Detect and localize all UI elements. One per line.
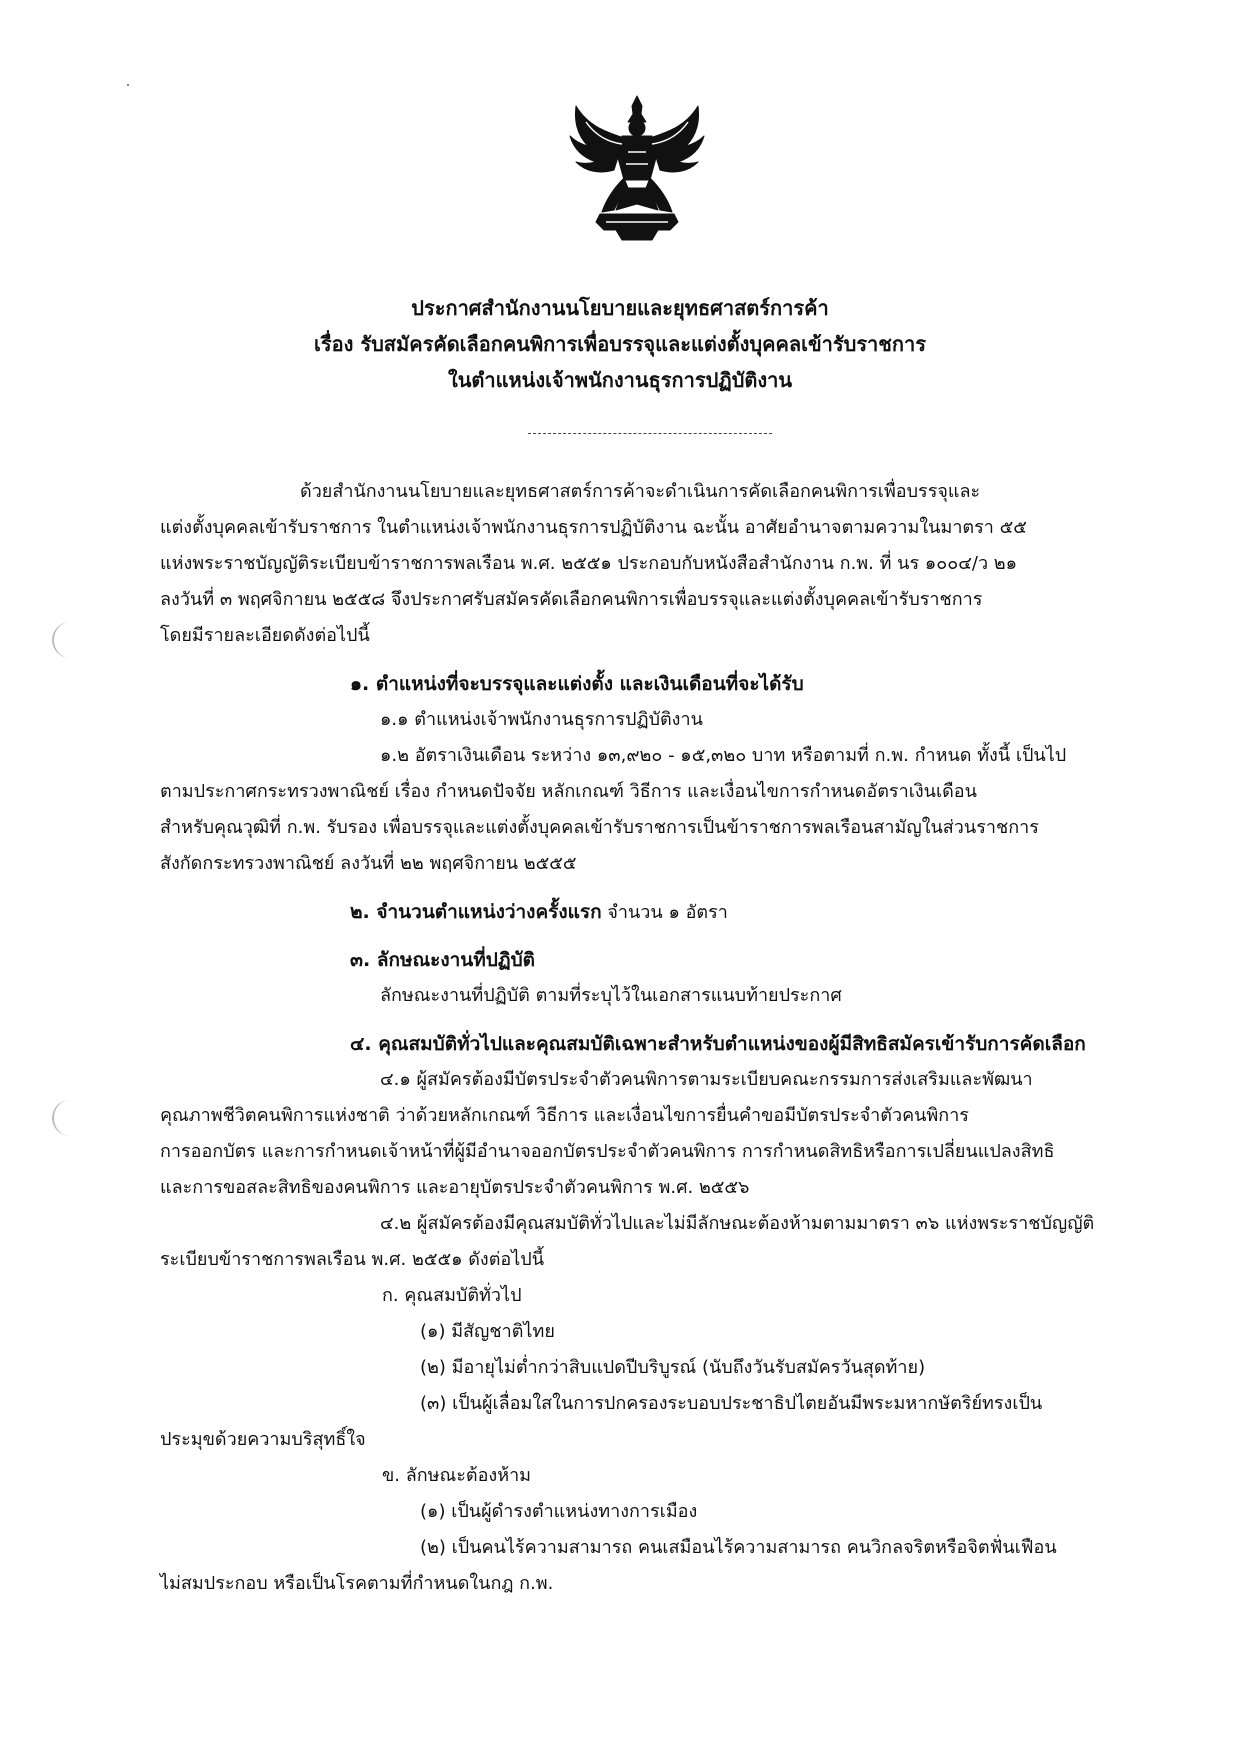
section-1-item-2-line: ตามประกาศกระทรวงพาณิชย์ เรื่อง กำหนดปัจจัย หลักเกณฑ์ วิธีการ และเงื่อนไขการกำหนดอัตราเงินเดือน — [160, 781, 977, 802]
general-qualification-cont: ประมุขด้วยความบริสุทธิ์ใจ — [160, 1429, 366, 1450]
prohibited-heading: ข. ลักษณะต้องห้าม — [382, 1465, 532, 1486]
section-4-item-1-line: การออกบัตร และการกำหนดเจ้าหน้าที่ผู้มีอำนาจออกบัตรประจำตัวคนพิการ การกำหนดสิทธิหรือการเปลี่ยนแปลงสิทธิ — [160, 1141, 1055, 1162]
intro-line: โดยมีรายละเอียดดังต่อไปนี้ — [160, 625, 370, 646]
section-2-value: จำนวน ๑ อัตรา — [601, 902, 728, 923]
prohibited-item: (๑) เป็นผู้ดำรงตำแหน่งทางการเมือง — [420, 1501, 698, 1522]
prohibited-item: (๒) เป็นคนไร้ความสามารถ คนเสมือนไร้ความสามารถ คนวิกลจริตหรือจิตฟั่นเฟือน — [420, 1537, 1057, 1558]
section-3-text: ลักษณะงานที่ปฏิบัติ ตามที่ระบุไว้ในเอกสารแนบท้ายประกาศ — [380, 985, 842, 1006]
section-4-item-1: ๔.๑ ผู้สมัครต้องมีบัตรประจำตัวคนพิการตามระเบียบคณะกรรมการส่งเสริมและพัฒนา — [380, 1069, 1033, 1090]
intro-line: ด้วยสำนักงานนโยบายและยุทธศาสตร์การค้าจะดำเนินการคัดเลือกคนพิการเพื่อบรรจุและ — [300, 481, 981, 502]
garuda-emblem-icon — [566, 92, 708, 242]
header-divider — [528, 433, 772, 434]
section-2 — [160, 894, 1120, 930]
section-4-heading: ๔. คุณสมบัติทั่วไปและคุณสมบัติเฉพาะสำหรับตำแหน่งของผู้มีสิทธิสมัครเข้ารับการคัดเลือก — [350, 1033, 1086, 1055]
header-position: ในตำแหน่งเจ้าพนักงานธุรการปฏิบัติงาน — [447, 368, 793, 392]
header-title: ประกาศสำนักงานนโยบายและยุทธศาสตร์การค้า — [411, 296, 829, 320]
section-4-item-1-line: และการขอสละสิทธิของคนพิการ และอายุบัตรประจำตัวคนพิการ พ.ศ. ๒๕๕๖ — [160, 1177, 750, 1198]
section-1-item-2-line: สังกัดกระทรวงพาณิชย์ ลงวันที่ ๒๒ พฤศจิกายน ๒๕๕๕ — [160, 853, 577, 874]
section-1-item-2: ๑.๒ อัตราเงินเดือน ระหว่าง ๑๓,๙๒๐ - ๑๕,๓๒๐ บาท หรือตามที่ ก.พ. กำหนด ทั้งนี้ เป็นไป — [380, 745, 1067, 766]
section-1-item-1: ๑.๑ ตำแหน่งเจ้าพนักงานธุรการปฏิบัติงาน — [380, 709, 703, 730]
intro-line: แห่งพระราชบัญญัติระเบียบข้าราชการพลเรือน พ.ศ. ๒๕๕๑ ประกอบกับหนังสือสำนักงาน ก.พ. ที่ นร ๑๐๐๔/ว ๒๑ — [160, 553, 1018, 574]
section-4-item-2: ๔.๒ ผู้สมัครต้องมีคุณสมบัติทั่วไปและไม่มีลักษณะต้องห้ามตามมาตรา ๓๖ แห่งพระราชบัญญัติ — [380, 1213, 1095, 1234]
scan-speck — [127, 84, 129, 86]
section-2-heading: ๒. จำนวนตำแหน่งว่างครั้งแรก — [350, 901, 602, 923]
intro-line: แต่งตั้งบุคคลเข้ารับราชการ ในตำแหน่งเจ้าพนักงานธุรการปฏิบัติงาน ฉะนั้น อาศัยอำนาจตามความในมาตรา ๕๕ — [160, 517, 1027, 538]
announcement-header — [150, 290, 1090, 398]
general-qualification-item: (๒) มีอายุไม่ต่ำกว่าสิบแปดปีบริบูรณ์ (นับถึงวันรับสมัครวันสุดท้าย) — [420, 1357, 926, 1378]
section-4-item-2-line: ระเบียบข้าราชการพลเรือน พ.ศ. ๒๕๕๑ ดังต่อไปนี้ — [160, 1249, 544, 1270]
section-3-heading: ๓. ลักษณะงานที่ปฏิบัติ — [350, 949, 535, 971]
document-body — [160, 474, 1120, 1602]
punch-hole-mark — [52, 622, 72, 658]
section-1-heading: ๑. ตำแหน่งที่จะบรรจุและแต่งตั้ง และเงินเดือนที่จะได้รับ — [350, 673, 804, 695]
header-subject: เรื่อง รับสมัครคัดเลือกคนพิการเพื่อบรรจุและแต่งตั้งบุคคลเข้ารับราชการ — [314, 332, 926, 356]
general-qualification-item: (๓) เป็นผู้เลื่อมใสในการปกครองระบอบประชาธิปไตยอันมีพระมหากษัตริย์ทรงเป็น — [420, 1393, 1043, 1414]
general-qualification-item: (๑) มีสัญชาติไทย — [420, 1321, 555, 1342]
general-qualifications-heading: ก. คุณสมบัติทั่วไป — [382, 1285, 522, 1306]
section-4-item-1-line: คุณภาพชีวิตคนพิการแห่งชาติ ว่าด้วยหลักเกณฑ์ วิธีการ และเงื่อนไขการยื่นคำขอมีบัตรประจำตัวคนพิการ — [160, 1105, 969, 1126]
punch-hole-mark — [52, 1100, 72, 1136]
section-1-item-2-line: สำหรับคุณวุฒิที่ ก.พ. รับรอง เพื่อบรรจุและแต่งตั้งบุคคลเข้ารับราชการเป็นข้าราชการพลเรือนสามัญในส่วนราชการ — [160, 817, 1039, 838]
prohibited-item-cont: ไม่สมประกอบ หรือเป็นโรคตามที่กำหนดในกฎ ก.พ. — [160, 1573, 554, 1594]
intro-line: ลงวันที่ ๓ พฤศจิกายน ๒๕๕๘ จึงประกาศรับสมัครคัดเลือกคนพิการเพื่อบรรจุและแต่งตั้งบุคคลเข้ารับราชการ — [160, 589, 983, 610]
